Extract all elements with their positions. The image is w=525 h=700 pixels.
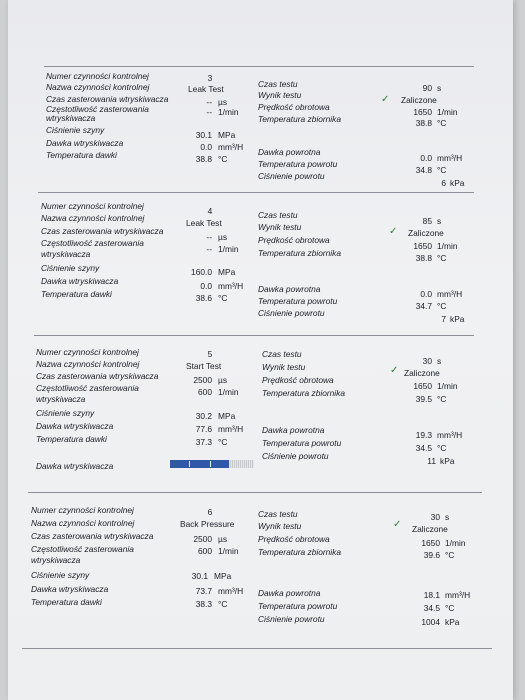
value-dawka: 77.6: [195, 424, 212, 434]
label-cisnienie-powrotu: Ciśnienie powrotu: [262, 451, 329, 461]
label-dawka-powrotna: Dawka powrotna: [258, 284, 321, 294]
label-nazwa: Nazwa czynności kontrolnej: [46, 82, 150, 92]
value-dawka-powrotna: 0.0: [420, 153, 432, 163]
label-czas-testu: Czas testu: [262, 349, 302, 359]
dose-progress-bar: [170, 460, 254, 468]
unit-degc: °C: [437, 253, 447, 263]
unit-s: s: [437, 216, 442, 226]
value-cisnienie-szyny: 30.1: [195, 130, 212, 140]
value-cisnienie-powrotu: 1004: [421, 617, 440, 627]
value-dawka-powrotna: 18.1: [423, 590, 440, 600]
value-cisnienie-powrotu: 7: [441, 314, 446, 324]
label-numer: Numer czynności kontrolnej: [41, 201, 144, 211]
value-nazwa: Leak Test: [186, 218, 222, 228]
check-icon: ✓: [390, 365, 399, 376]
label-numer: Numer czynności kontrolnej: [31, 505, 134, 515]
label-czestotliwosc-2: wtryskiwacza: [31, 555, 81, 565]
value-wynik: Zaliczone: [408, 228, 444, 238]
value-nazwa: Leak Test: [188, 84, 224, 94]
value-cisnienie-szyny: 30.1: [191, 571, 208, 581]
unit-mm3h: mm³/H: [218, 142, 244, 152]
block-separator: [28, 492, 482, 493]
label-cisnienie-szyny: Ciśnienie szyny: [46, 125, 105, 135]
unit-per-min: 1/min: [437, 241, 458, 251]
label-nazwa: Nazwa czynności kontrolnej: [36, 359, 140, 369]
label-dawka-powrotna: Dawka powrotna: [258, 147, 321, 157]
label-czas-testu: Czas testu: [258, 509, 298, 519]
unit-mpa: MPa: [218, 267, 236, 277]
unit-per-min: 1/min: [218, 107, 239, 117]
label-czas-testu: Czas testu: [258, 210, 298, 220]
unit-per-min: 1/min: [437, 107, 458, 117]
label-temp-zbiornika: Temperatura zbiornika: [258, 248, 342, 258]
value-numer: 3: [207, 73, 213, 83]
unit-s: s: [445, 512, 450, 522]
value-predkosc: 1650: [413, 241, 432, 251]
label-temp-powrotu: Temperatura powrotu: [258, 296, 338, 306]
label-czestotliwosc-2: wtryskiwacza: [41, 249, 91, 259]
unit-kpa: kPa: [450, 178, 465, 188]
unit-us: µs: [218, 232, 228, 242]
unit-per-min: 1/min: [445, 538, 466, 548]
value-temp-powrotu: 34.8: [415, 165, 432, 175]
label-temp-dawki: Temperatura dawki: [36, 434, 107, 444]
unit-degc: °C: [437, 394, 447, 404]
block-separator: [44, 66, 474, 67]
unit-degc: °C: [445, 550, 455, 560]
unit-mm3h: mm³/H: [218, 424, 244, 434]
label-czas-testu: Czas testu: [258, 79, 298, 89]
label-predkosc: Prędkość obrotowa: [262, 375, 334, 385]
value-predkosc: 1650: [421, 538, 440, 548]
unit-per-min: 1/min: [218, 546, 239, 556]
value-czestotliwosc: 600: [198, 546, 212, 556]
unit-degc: °C: [437, 118, 447, 128]
unit-s: s: [437, 356, 442, 366]
label-temp-zbiornika: Temperatura zbiornika: [258, 547, 342, 557]
check-icon: ✓: [381, 94, 390, 105]
label-cisnienie-szyny: Ciśnienie szyny: [41, 263, 100, 273]
label-dawka-powrotna: Dawka powrotna: [258, 588, 321, 598]
unit-per-min: 1/min: [437, 381, 458, 391]
value-temp-zbiornika: 38.8: [415, 118, 432, 128]
label-nazwa: Nazwa czynności kontrolnej: [31, 518, 135, 528]
label-cisnienie-powrotu: Ciśnienie powrotu: [258, 308, 325, 318]
value-predkosc: 1650: [413, 381, 432, 391]
unit-degc: °C: [445, 603, 455, 613]
unit-degc: °C: [218, 599, 228, 609]
dose-progress-fill: [170, 460, 229, 468]
unit-mm3h: mm³/H: [445, 590, 471, 600]
value-czas-testu: 85: [422, 216, 432, 226]
unit-degc: °C: [218, 293, 228, 303]
label-temp-dawki: Temperatura dawki: [31, 597, 102, 607]
label-wynik-testu: Wynik testu: [258, 90, 302, 100]
label-temp-zbiornika: Temperatura zbiornika: [258, 114, 342, 124]
label-cisnienie-szyny: Ciśnienie szyny: [36, 408, 95, 418]
label-predkosc: Prędkość obrotowa: [258, 235, 330, 245]
value-dawka: 0.0: [200, 142, 212, 152]
value-numer: 4: [207, 206, 213, 216]
label-wynik-testu: Wynik testu: [258, 222, 302, 232]
label-temp-dawki: Temperatura dawki: [46, 150, 117, 160]
block-separator: [22, 648, 492, 649]
value-temp-powrotu: 34.5: [423, 603, 440, 613]
unit-us: µs: [218, 97, 228, 107]
label-temp-powrotu: Temperatura powrotu: [262, 438, 342, 448]
value-cisnienie-szyny: 30.2: [195, 411, 212, 421]
check-icon: ✓: [389, 226, 398, 237]
label-czestotliwosc: Częstotliwość zasterowania: [31, 544, 134, 554]
label-cisnienie-powrotu: Ciśnienie powrotu: [258, 614, 325, 624]
value-temp-dawki: 38.8: [195, 154, 212, 164]
value-dawka: 73.7: [195, 586, 212, 596]
label-nazwa: Nazwa czynności kontrolnej: [41, 213, 145, 223]
label-temp-dawki: Temperatura dawki: [41, 289, 112, 299]
label-czas-zasterowania: Czas zasterowania wtryskiwacza: [41, 226, 164, 236]
label-czas-zasterowania: Czas zasterowania wtryskiwacza: [36, 371, 159, 381]
label-czas-zasterowania: Czas zasterowania wtryskiwacza: [31, 531, 154, 541]
unit-us: µs: [218, 534, 228, 544]
unit-kpa: kPa: [445, 617, 460, 627]
value-dawka-powrotna: 0.0: [420, 289, 432, 299]
unit-s: s: [437, 83, 442, 93]
label-temp-powrotu: Temperatura powrotu: [258, 159, 338, 169]
value-czas-zasterowania: 2500: [193, 534, 212, 544]
unit-degc: °C: [218, 437, 228, 447]
unit-degc: °C: [437, 165, 447, 175]
label-czestotliwosc: Częstotliwość zasterowania: [36, 383, 139, 393]
label-czas-zasterowania: Czas zasterowania wtryskiwacza: [46, 94, 169, 104]
value-wynik: Zaliczone: [401, 95, 437, 105]
value-wynik: Zaliczone: [412, 524, 448, 534]
label-dawka-bar: Dawka wtryskiwacza: [36, 461, 114, 471]
unit-mpa: MPa: [214, 571, 232, 581]
check-icon: ✓: [393, 519, 402, 530]
label-numer: Numer czynności kontrolnej: [46, 71, 149, 81]
value-cisnienie-szyny: 160.0: [191, 267, 212, 277]
label-cisnienie-szyny: Ciśnienie szyny: [31, 570, 90, 580]
unit-degc: °C: [437, 301, 447, 311]
label-numer: Numer czynności kontrolnej: [36, 347, 139, 357]
label-czestotliwosc: Częstotliwość zasterowania: [46, 104, 149, 114]
unit-degc: °C: [218, 154, 228, 164]
unit-mpa: MPa: [218, 130, 236, 140]
label-predkosc: Prędkość obrotowa: [258, 534, 330, 544]
value-czestotliwosc: --: [206, 107, 212, 117]
label-dawka: Dawka wtryskiwacza: [46, 138, 124, 148]
bar-tick: [210, 461, 211, 467]
unit-mm3h: mm³/H: [437, 289, 463, 299]
unit-mm3h: mm³/H: [218, 281, 244, 291]
label-cisnienie-powrotu: Ciśnienie powrotu: [258, 171, 325, 181]
value-temp-dawki: 38.3: [195, 599, 212, 609]
label-predkosc: Prędkość obrotowa: [258, 102, 330, 112]
unit-per-min: 1/min: [218, 387, 239, 397]
value-nazwa: Back Pressure: [180, 519, 235, 529]
label-temp-zbiornika: Temperatura zbiornika: [262, 388, 346, 398]
value-wynik: Zaliczone: [404, 368, 440, 378]
label-dawka: Dawka wtryskiwacza: [31, 584, 109, 594]
unit-mm3h: mm³/H: [218, 586, 244, 596]
value-cisnienie-powrotu: 6: [441, 178, 446, 188]
value-czestotliwosc: 600: [198, 387, 212, 397]
unit-degc: °C: [437, 443, 447, 453]
unit-mm3h: mm³/H: [437, 430, 463, 440]
bar-tick: [189, 461, 190, 467]
block-separator: [34, 335, 474, 336]
unit-kpa: kPa: [440, 456, 455, 466]
unit-per-min: 1/min: [218, 244, 239, 254]
label-wynik-testu: Wynik testu: [258, 521, 302, 531]
value-czestotliwosc: --: [206, 244, 212, 254]
value-czas-zasterowania: --: [206, 97, 212, 107]
value-nazwa: Start Test: [186, 361, 222, 371]
value-temp-powrotu: 34.5: [415, 443, 432, 453]
block-separator: [38, 192, 474, 193]
value-predkosc: 1650: [413, 107, 432, 117]
label-czestotliwosc: Częstotliwość zasterowania: [41, 238, 144, 248]
value-temp-zbiornika: 38.8: [415, 253, 432, 263]
value-czas-testu: 90: [422, 83, 432, 93]
unit-us: µs: [218, 375, 228, 385]
value-temp-zbiornika: 39.5: [415, 394, 432, 404]
value-temp-powrotu: 34.7: [415, 301, 432, 311]
label-temp-powrotu: Temperatura powrotu: [258, 601, 338, 611]
value-dawka: 0.0: [200, 281, 212, 291]
value-czas-testu: 30: [430, 512, 440, 522]
unit-mpa: MPa: [218, 411, 236, 421]
label-czestotliwosc-2: wtryskiwacza: [36, 394, 86, 404]
label-wynik-testu: Wynik testu: [262, 362, 306, 372]
label-czestotliwosc-2: wtryskiwacza: [46, 113, 96, 123]
value-numer: 6: [207, 507, 213, 517]
value-cisnienie-powrotu: 11: [427, 456, 436, 466]
value-temp-dawki: 38.6: [195, 293, 212, 303]
value-czas-zasterowania: --: [206, 232, 212, 242]
value-czas-testu: 30: [422, 356, 432, 366]
value-dawka-powrotna: 19.3: [415, 430, 432, 440]
unit-kpa: kPa: [450, 314, 465, 324]
label-dawka: Dawka wtryskiwacza: [41, 276, 119, 286]
value-temp-zbiornika: 39.6: [423, 550, 440, 560]
value-czas-zasterowania: 2500: [193, 375, 212, 385]
label-dawka-powrotna: Dawka powrotna: [262, 425, 325, 435]
value-numer: 5: [207, 349, 213, 359]
value-temp-dawki: 37.3: [195, 437, 212, 447]
unit-mm3h: mm³/H: [437, 153, 463, 163]
label-dawka: Dawka wtryskiwacza: [36, 421, 114, 431]
